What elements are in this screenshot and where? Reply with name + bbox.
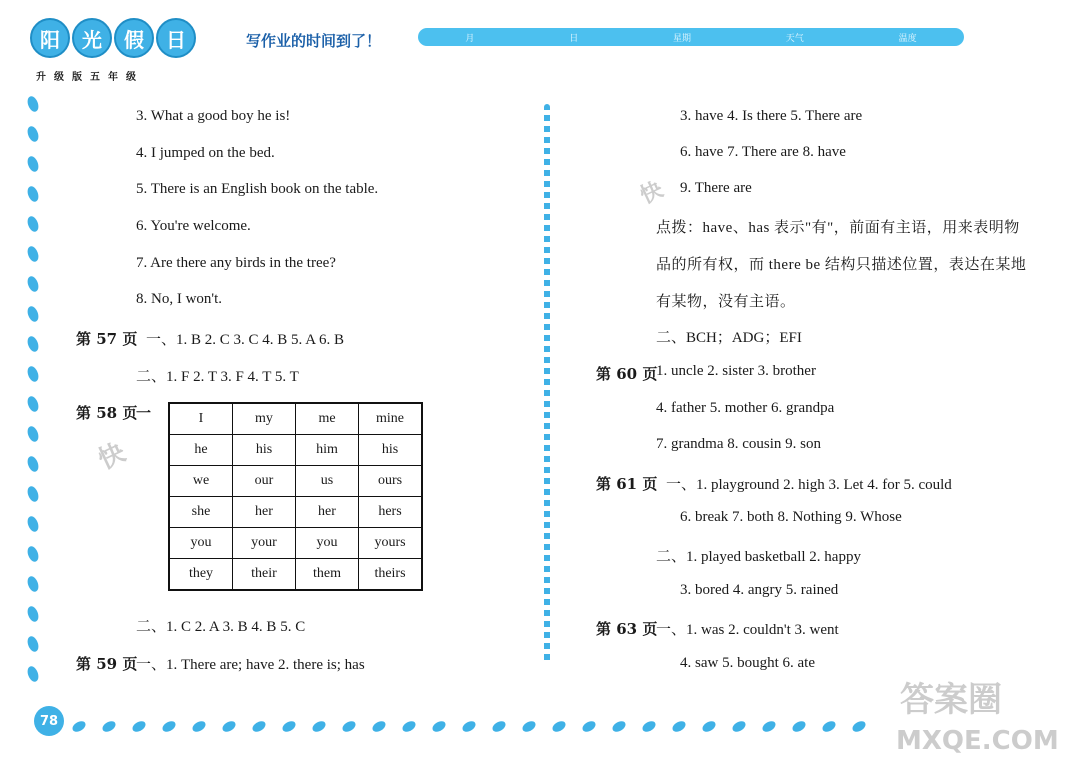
leaf-icon (341, 720, 357, 733)
leaf-icon (761, 720, 777, 733)
page-label-61: 第 61 页 (596, 475, 658, 493)
answer-line: 一、1. playground 2. high 3. Let 4. for 5. could (666, 477, 952, 493)
logo-char: 日 (156, 18, 196, 58)
table-row (169, 528, 422, 559)
leaf-icon (791, 720, 807, 733)
leaf-icon (25, 245, 42, 264)
answer-line: 7. Are there any birds in the tree? (136, 255, 336, 271)
stamp-watermark: 快 (93, 437, 131, 476)
table-cell: you (296, 528, 359, 559)
leaf-icon (461, 720, 477, 733)
page-number: 78 (34, 706, 64, 736)
answer-line: 一、1. was 2. couldn't 3. went (656, 622, 839, 638)
answer-line: 4. I jumped on the bed. (136, 145, 275, 161)
leaf-icon (311, 720, 327, 733)
answer-line: 6. break 7. both 8. Nothing 9. Whose (680, 509, 902, 525)
bar-field-weekday: 星期 (672, 33, 691, 44)
table-cell: their (233, 559, 296, 591)
table-cell: you (169, 528, 233, 559)
leaf-icon (431, 720, 447, 733)
pronoun-table (168, 402, 423, 591)
table-row (169, 403, 422, 435)
leaf-icon (701, 720, 717, 733)
table-cell: her (233, 497, 296, 528)
answer-line: 二、BCH；ADG；EFI (656, 330, 802, 346)
bar-field-day: 日 (569, 33, 579, 44)
leaf-icon (25, 575, 42, 594)
leaf-icon (71, 720, 87, 733)
leaf-icon (25, 95, 42, 114)
leaf-icon (221, 720, 237, 733)
leaf-icon (25, 335, 42, 354)
answer-line: 二、1. F 2. T 3. F 4. T 5. T (136, 369, 299, 385)
leaf-icon (25, 365, 42, 384)
page-label-59: 第 59 页 (76, 655, 138, 673)
leaf-icon (101, 720, 117, 733)
answer-line: 8. No, I won't. (136, 291, 223, 307)
leaf-icon (671, 720, 687, 733)
table-cell: yours (359, 528, 423, 559)
leaf-icon (25, 395, 42, 414)
leaf-icon (821, 720, 837, 733)
site-watermark-url: MXQE.COM (896, 726, 1059, 756)
leaf-icon (25, 305, 42, 324)
leaf-icon (401, 720, 417, 733)
answer-line: 4. saw 5. bought 6. ate (680, 655, 815, 671)
leaf-icon (191, 720, 207, 733)
table-row (169, 466, 422, 497)
answer-line: 3. What a good boy he is! (136, 108, 291, 124)
table-cell: I (169, 403, 233, 435)
leaf-icon (371, 720, 387, 733)
answer-line: 一、1. B 2. C 3. C 4. B 5. A 6. B (146, 332, 344, 348)
page-label-60: 第 60 页 (596, 365, 658, 383)
leaf-icon (521, 720, 537, 733)
leaf-icon (731, 720, 747, 733)
logo (30, 18, 196, 58)
table-cell: us (296, 466, 359, 497)
leaf-icon (25, 155, 42, 174)
answer-line: 1. uncle 2. sister 3. brother (656, 363, 816, 379)
table-cell: your (233, 528, 296, 559)
leaf-icon (161, 720, 177, 733)
leaf-icon (25, 635, 42, 654)
logo-char: 阳 (30, 18, 70, 58)
leaf-icon (25, 215, 42, 234)
table-cell: our (233, 466, 296, 497)
leaf-icon (251, 720, 267, 733)
table-cell: hers (359, 497, 423, 528)
table-row (169, 435, 422, 466)
stamp-watermark: 快 (636, 177, 668, 210)
leaf-icon (25, 605, 42, 624)
leaf-icon (641, 720, 657, 733)
answer-line: 二、1. played basketball 2. happy (656, 549, 861, 565)
logo-char: 假 (114, 18, 154, 58)
table-cell: theirs (359, 559, 423, 591)
part-marker: 一 (136, 404, 152, 422)
leaf-icon (25, 125, 42, 144)
table-cell: mine (359, 403, 423, 435)
bar-field-month: 月 (465, 33, 475, 44)
answer-line: 7. grandma 8. cousin 9. son (656, 436, 821, 452)
answer-line: 一、1. There are; have 2. there is; has (136, 657, 365, 673)
leaf-icon (25, 425, 42, 444)
leaf-icon (25, 545, 42, 564)
tip-line: 点拨：have、has 表示"有"，前面有主语，用来表明物 (656, 220, 1020, 236)
table-cell: they (169, 559, 233, 591)
leaf-icon (25, 485, 42, 504)
table-cell: him (296, 435, 359, 466)
page-label-57: 第 57 页 (76, 330, 138, 348)
page-label-63: 第 63 页 (596, 620, 658, 638)
leaf-icon (281, 720, 297, 733)
leaf-icon (611, 720, 627, 733)
tip-line: 品的所有权，而 there be 结构只描述位置，表达在某地 (656, 257, 1027, 273)
table-cell: me (296, 403, 359, 435)
answer-line: 3. bored 4. angry 5. rained (680, 582, 839, 598)
answer-line: 9. There are (680, 180, 752, 196)
table-cell: my (233, 403, 296, 435)
leaf-icon (25, 185, 42, 204)
table-row (169, 497, 422, 528)
leaf-icon (25, 665, 42, 684)
bar-field-weather: 天气 (785, 33, 804, 44)
answer-line: 5. There is an English book on the table. (136, 181, 379, 197)
table-cell: them (296, 559, 359, 591)
page-label-58: 第 58 页 (76, 404, 138, 422)
answer-line: 二、1. C 2. A 3. B 4. B 5. C (136, 619, 306, 635)
leaf-icon (25, 515, 42, 534)
leaf-icon (581, 720, 597, 733)
answer-line: 3. have 4. Is there 5. There are (680, 108, 863, 124)
table-cell: we (169, 466, 233, 497)
table-cell: ours (359, 466, 423, 497)
table-cell: he (169, 435, 233, 466)
leaf-icon (131, 720, 147, 733)
grade-label: 升级版五年级 (36, 72, 144, 83)
slogan: 写作业的时间到了！ (246, 32, 382, 50)
table-cell: his (233, 435, 296, 466)
tip-line: 有某物，没有主语。 (656, 294, 796, 310)
table-cell: his (359, 435, 423, 466)
table-row (169, 559, 422, 591)
bar-field-temperature: 温度 (898, 33, 917, 44)
table-cell: her (296, 497, 359, 528)
date-weather-bar (418, 28, 964, 46)
answer-line: 6. have 7. There are 8. have (680, 144, 846, 160)
leaf-icon (25, 275, 42, 294)
center-divider (544, 104, 550, 664)
answer-line: 6. You're welcome. (136, 218, 251, 234)
leaf-icon (25, 455, 42, 474)
site-watermark: 答案圈 (900, 680, 1002, 720)
leaf-icon (491, 720, 507, 733)
leaf-icon (851, 720, 867, 733)
answer-line: 4. father 5. mother 6. grandpa (656, 400, 835, 416)
left-leaf-border (20, 96, 46, 696)
leaf-icon (551, 720, 567, 733)
logo-char: 光 (72, 18, 112, 58)
table-cell: she (169, 497, 233, 528)
